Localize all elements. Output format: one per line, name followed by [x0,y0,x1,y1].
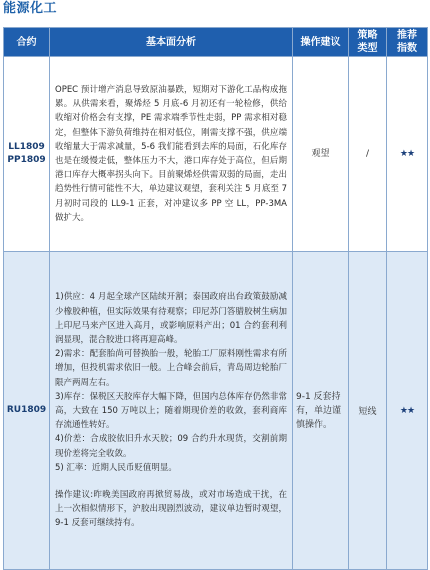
contract-name: RU1809 [6,405,47,415]
analysis-paragraph: 1)供应：4 月起全球产区陆续开割；泰国政府出台政策鼓励减少橡胶种植，但实际效果有待观察；印尼苏门答腊胶树生病加上印尼马来产区进入高月，或影响原料产出；01 合约套利利润显现，混合胶进口将再迎高峰。 [55,292,287,345]
contract-cell [4,57,50,252]
analysis-paragraph: 2)需求：配套胎尚可替换胎一般，轮胎工厂原料刚性需求有所增加，但投机需求依旧一般。上合峰会前后，青岛周边轮胎厂限产两周左右。 [55,349,287,388]
strategy-cell: 短线 [349,252,387,570]
operation-cell: 9-1 反套持有，单边谨慎操作。 [293,252,349,570]
analysis-cell [50,57,293,252]
table-row [4,57,428,252]
header-rating [387,28,428,57]
header-rating-text: 推荐指数 [397,30,417,54]
contract-name: PP1809 [7,155,46,165]
analysis-paragraph: 5) 汇率：近期人民币贬值明显。 [55,462,177,473]
section-title: 能源化工 [3,1,58,16]
analysis-paragraph: 操作建议:昨晚美国政府再掀贸易战，或对市场造成干扰，在上一次相似情形下，沪胶出现剧烈波动，建议单边暂时观望，9-1 反套可继续持有。 [55,490,287,529]
header-operation: 操作建议 [293,28,349,57]
strategy-cell: / [349,57,387,252]
analysis-paragraph: 4)价差：合成胶依旧升水天胶；09 合约升水现货，交割前期现价差将完全收敛。 [55,434,287,459]
header-fundamental: 基本面分析 [50,28,293,57]
rating-stars: ★★ [387,252,428,570]
header-strategy-text: 策略类型 [357,30,378,54]
header-strategy [349,28,387,57]
analysis-paragraph: 3)库存：保税区天胶库存大幅下降，但国内总体库存仍然非常高，大致在 150 万吨以上；随着期现价差的收敛，套利商库存流通性转好。 [55,391,287,431]
header-contract: 合约 [4,28,50,57]
analysis-cell [50,252,293,570]
strategy-table [3,27,428,570]
rating-stars: ★★ [387,57,428,252]
analysis-paragraph: OPEC 预计增产消息导致原油暴跌，短期对下游化工品构成拖累。从供需来看，聚烯烃 5 月底-6 月初还有一轮检修，供给收缩对价格会有支撑，PE 需求端季节性走弱，PP 需求相对稳定，但整体下游负荷维持在相对低位，刚需支撑不强，供应端收缩量大于需求减量，5-6 我们能看到去库的局面，石化库存也是在缓慢走低，整体压力不大，港口库存处于高位，但后期港口库存大概率拐头向下。目前聚烯烃供需双弱的局面，走出趋势性行情可能性不大，单边建议观望，套利关注 5 月底至 7 月初时司段的 LL9-1 正套，对冲建议多 PP 空 LL，PP-3MA 做扩大。 [55,84,287,223]
table-row [4,252,428,570]
table-header-row [4,28,428,57]
contract-cell [4,252,50,570]
contract-name: LL1809 [8,142,45,152]
operation-cell: 观望 [293,57,349,252]
